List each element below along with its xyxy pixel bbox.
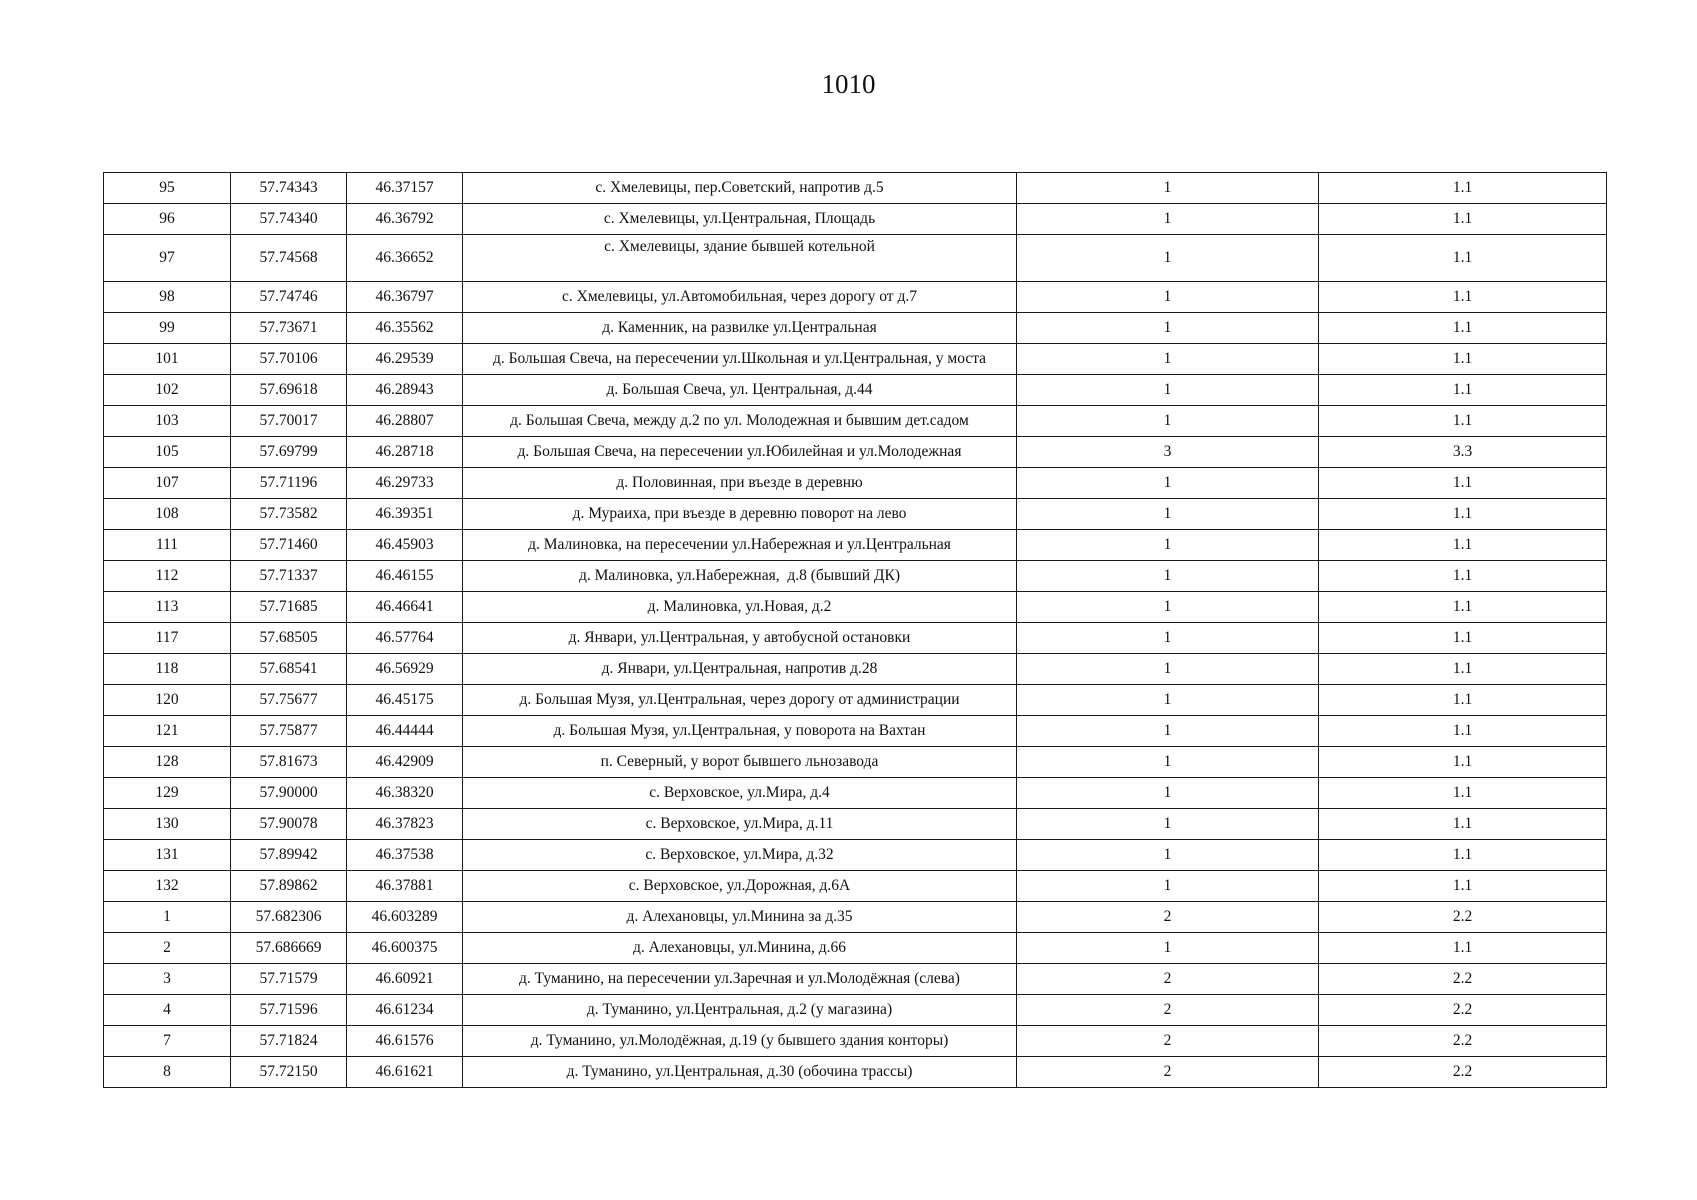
code-cell: 1.1 — [1319, 468, 1607, 499]
address-cell: д. Каменник, на развилке ул.Центральная — [463, 313, 1017, 344]
longitude-cell: 46.61621 — [347, 1057, 463, 1088]
row-number: 129 — [104, 778, 231, 809]
address-cell: д. Январи, ул.Центральная, напротив д.28 — [463, 654, 1017, 685]
address-cell: с. Хмелевицы, пер.Советский, напротив д.5 — [463, 173, 1017, 204]
latitude-cell: 57.74343 — [231, 173, 347, 204]
table-row — [104, 716, 1607, 747]
address-cell: д. Мураиха, при въезде в деревню поворот на лево — [463, 499, 1017, 530]
count-cell: 1 — [1017, 685, 1319, 716]
code-cell: 1.1 — [1319, 778, 1607, 809]
count-cell: 1 — [1017, 530, 1319, 561]
latitude-cell: 57.90078 — [231, 809, 347, 840]
count-cell: 2 — [1017, 1026, 1319, 1057]
address-cell: д. Алехановцы, ул.Минина, д.66 — [463, 933, 1017, 964]
longitude-cell: 46.56929 — [347, 654, 463, 685]
row-number: 131 — [104, 840, 231, 871]
row-number: 96 — [104, 204, 231, 235]
code-cell: 1.1 — [1319, 933, 1607, 964]
count-cell: 1 — [1017, 778, 1319, 809]
row-number: 105 — [104, 437, 231, 468]
count-cell: 1 — [1017, 375, 1319, 406]
count-cell: 1 — [1017, 468, 1319, 499]
table-row — [104, 561, 1607, 592]
code-cell: 1.1 — [1319, 840, 1607, 871]
count-cell: 2 — [1017, 964, 1319, 995]
latitude-cell: 57.90000 — [231, 778, 347, 809]
table-row — [104, 747, 1607, 778]
table-row — [104, 654, 1607, 685]
address-cell: д. Малиновка, на пересечении ул.Набережная и ул.Центральная — [463, 530, 1017, 561]
longitude-cell: 46.29539 — [347, 344, 463, 375]
row-number: 118 — [104, 654, 231, 685]
row-number: 117 — [104, 623, 231, 654]
address-cell: д. Туманино, ул.Центральная, д.30 (обочина трассы) — [463, 1057, 1017, 1088]
longitude-cell: 46.44444 — [347, 716, 463, 747]
table-row — [104, 1057, 1607, 1088]
code-cell: 1.1 — [1319, 406, 1607, 437]
count-cell: 2 — [1017, 902, 1319, 933]
address-cell: д. Алехановцы, ул.Минина за д.35 — [463, 902, 1017, 933]
count-cell: 1 — [1017, 235, 1319, 282]
row-number: 97 — [104, 235, 231, 282]
longitude-cell: 46.46641 — [347, 592, 463, 623]
row-number: 103 — [104, 406, 231, 437]
row-number: 102 — [104, 375, 231, 406]
table-row — [104, 406, 1607, 437]
address-cell: с. Хмелевицы, ул.Автомобильная, через дорогу от д.7 — [463, 282, 1017, 313]
code-cell: 2.2 — [1319, 995, 1607, 1026]
count-cell: 1 — [1017, 282, 1319, 313]
address-cell: д. Туманино, на пересечении ул.Заречная и ул.Молодёжная (слева) — [463, 964, 1017, 995]
latitude-cell: 57.71824 — [231, 1026, 347, 1057]
code-cell: 1.1 — [1319, 499, 1607, 530]
count-cell: 3 — [1017, 437, 1319, 468]
longitude-cell: 46.603289 — [347, 902, 463, 933]
table-row — [104, 530, 1607, 561]
latitude-cell: 57.71596 — [231, 995, 347, 1026]
code-cell: 1.1 — [1319, 747, 1607, 778]
code-cell: 1.1 — [1319, 282, 1607, 313]
code-cell: 1.1 — [1319, 344, 1607, 375]
longitude-cell: 46.29733 — [347, 468, 463, 499]
longitude-cell: 46.37823 — [347, 809, 463, 840]
code-cell: 1.1 — [1319, 375, 1607, 406]
row-number: 113 — [104, 592, 231, 623]
table-row — [104, 902, 1607, 933]
registry-table — [103, 172, 1607, 1088]
longitude-cell: 46.28807 — [347, 406, 463, 437]
table-row — [104, 235, 1607, 282]
code-cell: 2.2 — [1319, 902, 1607, 933]
latitude-cell: 57.72150 — [231, 1057, 347, 1088]
table-row — [104, 344, 1607, 375]
address-cell: с. Хмелевицы, здание бывшей котельной — [463, 235, 1017, 282]
latitude-cell: 57.71579 — [231, 964, 347, 995]
code-cell: 1.1 — [1319, 235, 1607, 282]
address-cell: с. Верховское, ул.Дорожная, д.6А — [463, 871, 1017, 902]
address-cell: д. Туманино, ул.Молодёжная, д.19 (у бывшего здания конторы) — [463, 1026, 1017, 1057]
count-cell: 1 — [1017, 871, 1319, 902]
latitude-cell: 57.682306 — [231, 902, 347, 933]
address-cell: п. Северный, у ворот бывшего льнозавода — [463, 747, 1017, 778]
row-number: 2 — [104, 933, 231, 964]
table-row — [104, 204, 1607, 235]
count-cell: 1 — [1017, 623, 1319, 654]
row-number: 132 — [104, 871, 231, 902]
address-cell: д. Большая Свеча, на пересечении ул.Юбилейная и ул.Молодежная — [463, 437, 1017, 468]
registry-table-body — [104, 173, 1607, 1088]
count-cell: 1 — [1017, 654, 1319, 685]
latitude-cell: 57.74746 — [231, 282, 347, 313]
table-row — [104, 592, 1607, 623]
longitude-cell: 46.42909 — [347, 747, 463, 778]
count-cell: 1 — [1017, 933, 1319, 964]
table-row — [104, 313, 1607, 344]
row-number: 4 — [104, 995, 231, 1026]
address-cell: д. Половинная, при въезде в деревню — [463, 468, 1017, 499]
address-cell: д. Большая Музя, ул.Центральная, через дорогу от администрации — [463, 685, 1017, 716]
table-row — [104, 623, 1607, 654]
code-cell: 1.1 — [1319, 204, 1607, 235]
count-cell: 1 — [1017, 747, 1319, 778]
code-cell: 1.1 — [1319, 561, 1607, 592]
table-row — [104, 840, 1607, 871]
latitude-cell: 57.74568 — [231, 235, 347, 282]
table-row — [104, 499, 1607, 530]
longitude-cell: 46.37881 — [347, 871, 463, 902]
latitude-cell: 57.73582 — [231, 499, 347, 530]
code-cell: 1.1 — [1319, 173, 1607, 204]
address-cell: д. Большая Музя, ул.Центральная, у поворота на Вахтан — [463, 716, 1017, 747]
count-cell: 1 — [1017, 716, 1319, 747]
count-cell: 1 — [1017, 809, 1319, 840]
longitude-cell: 46.45175 — [347, 685, 463, 716]
latitude-cell: 57.69799 — [231, 437, 347, 468]
latitude-cell: 57.71196 — [231, 468, 347, 499]
count-cell: 1 — [1017, 499, 1319, 530]
count-cell: 2 — [1017, 1057, 1319, 1088]
code-cell: 1.1 — [1319, 809, 1607, 840]
row-number: 3 — [104, 964, 231, 995]
row-number: 107 — [104, 468, 231, 499]
count-cell: 1 — [1017, 313, 1319, 344]
table-row — [104, 437, 1607, 468]
count-cell: 2 — [1017, 995, 1319, 1026]
row-number: 130 — [104, 809, 231, 840]
count-cell: 1 — [1017, 406, 1319, 437]
table-row — [104, 871, 1607, 902]
latitude-cell: 57.71460 — [231, 530, 347, 561]
code-cell: 1.1 — [1319, 530, 1607, 561]
row-number: 8 — [104, 1057, 231, 1088]
table-row — [104, 933, 1607, 964]
code-cell: 1.1 — [1319, 313, 1607, 344]
longitude-cell: 46.36797 — [347, 282, 463, 313]
address-cell: д. Большая Свеча, ул. Центральная, д.44 — [463, 375, 1017, 406]
row-number: 95 — [104, 173, 231, 204]
row-number: 99 — [104, 313, 231, 344]
longitude-cell: 46.36652 — [347, 235, 463, 282]
latitude-cell: 57.75677 — [231, 685, 347, 716]
code-cell: 2.2 — [1319, 1057, 1607, 1088]
longitude-cell: 46.37157 — [347, 173, 463, 204]
row-number: 112 — [104, 561, 231, 592]
address-cell: д. Малиновка, ул.Набережная, д.8 (бывший ДК) — [463, 561, 1017, 592]
address-cell: д. Туманино, ул.Центральная, д.2 (у магазина) — [463, 995, 1017, 1026]
latitude-cell: 57.89942 — [231, 840, 347, 871]
address-cell: с. Хмелевицы, ул.Центральная, Площадь — [463, 204, 1017, 235]
longitude-cell: 46.38320 — [347, 778, 463, 809]
latitude-cell: 57.71337 — [231, 561, 347, 592]
longitude-cell: 46.39351 — [347, 499, 463, 530]
count-cell: 1 — [1017, 344, 1319, 375]
code-cell: 3.3 — [1319, 437, 1607, 468]
address-cell: д. Большая Свеча, между д.2 по ул. Молодежная и бывшим дет.садом — [463, 406, 1017, 437]
longitude-cell: 46.36792 — [347, 204, 463, 235]
longitude-cell: 46.46155 — [347, 561, 463, 592]
code-cell: 1.1 — [1319, 871, 1607, 902]
row-number: 98 — [104, 282, 231, 313]
row-number: 108 — [104, 499, 231, 530]
row-number: 120 — [104, 685, 231, 716]
table-row — [104, 468, 1607, 499]
longitude-cell: 46.45903 — [347, 530, 463, 561]
code-cell: 2.2 — [1319, 1026, 1607, 1057]
table-row — [104, 964, 1607, 995]
code-cell: 1.1 — [1319, 685, 1607, 716]
count-cell: 1 — [1017, 204, 1319, 235]
latitude-cell: 57.68505 — [231, 623, 347, 654]
longitude-cell: 46.57764 — [347, 623, 463, 654]
row-number: 7 — [104, 1026, 231, 1057]
address-cell: с. Верховское, ул.Мира, д.32 — [463, 840, 1017, 871]
code-cell: 2.2 — [1319, 964, 1607, 995]
longitude-cell: 46.600375 — [347, 933, 463, 964]
longitude-cell: 46.35562 — [347, 313, 463, 344]
count-cell: 1 — [1017, 561, 1319, 592]
page-number: 1010 — [821, 69, 876, 99]
latitude-cell: 57.68541 — [231, 654, 347, 685]
table-row — [104, 685, 1607, 716]
table-row — [104, 375, 1607, 406]
row-number: 101 — [104, 344, 231, 375]
count-cell: 1 — [1017, 840, 1319, 871]
table-row — [104, 995, 1607, 1026]
latitude-cell: 57.81673 — [231, 747, 347, 778]
longitude-cell: 46.37538 — [347, 840, 463, 871]
latitude-cell: 57.74340 — [231, 204, 347, 235]
address-cell: д. Большая Свеча, на пересечении ул.Школьная и ул.Центральная, у моста — [463, 344, 1017, 375]
row-number: 111 — [104, 530, 231, 561]
latitude-cell: 57.70106 — [231, 344, 347, 375]
longitude-cell: 46.28718 — [347, 437, 463, 468]
address-cell: с. Верховское, ул.Мира, д.4 — [463, 778, 1017, 809]
longitude-cell: 46.61576 — [347, 1026, 463, 1057]
latitude-cell: 57.73671 — [231, 313, 347, 344]
latitude-cell: 57.75877 — [231, 716, 347, 747]
table-row — [104, 809, 1607, 840]
longitude-cell: 46.61234 — [347, 995, 463, 1026]
table-row — [104, 1026, 1607, 1057]
latitude-cell: 57.70017 — [231, 406, 347, 437]
row-number: 1 — [104, 902, 231, 933]
code-cell: 1.1 — [1319, 654, 1607, 685]
table-row — [104, 282, 1607, 313]
latitude-cell: 57.686669 — [231, 933, 347, 964]
latitude-cell: 57.69618 — [231, 375, 347, 406]
count-cell: 1 — [1017, 592, 1319, 623]
longitude-cell: 46.60921 — [347, 964, 463, 995]
code-cell: 1.1 — [1319, 716, 1607, 747]
row-number: 128 — [104, 747, 231, 778]
address-cell: д. Малиновка, ул.Новая, д.2 — [463, 592, 1017, 623]
table-row — [104, 778, 1607, 809]
address-cell: с. Верховское, ул.Мира, д.11 — [463, 809, 1017, 840]
code-cell: 1.1 — [1319, 592, 1607, 623]
longitude-cell: 46.28943 — [347, 375, 463, 406]
latitude-cell: 57.71685 — [231, 592, 347, 623]
row-number: 121 — [104, 716, 231, 747]
count-cell: 1 — [1017, 173, 1319, 204]
latitude-cell: 57.89862 — [231, 871, 347, 902]
table-row — [104, 173, 1607, 204]
code-cell: 1.1 — [1319, 623, 1607, 654]
address-cell: д. Январи, ул.Центральная, у автобусной остановки — [463, 623, 1017, 654]
